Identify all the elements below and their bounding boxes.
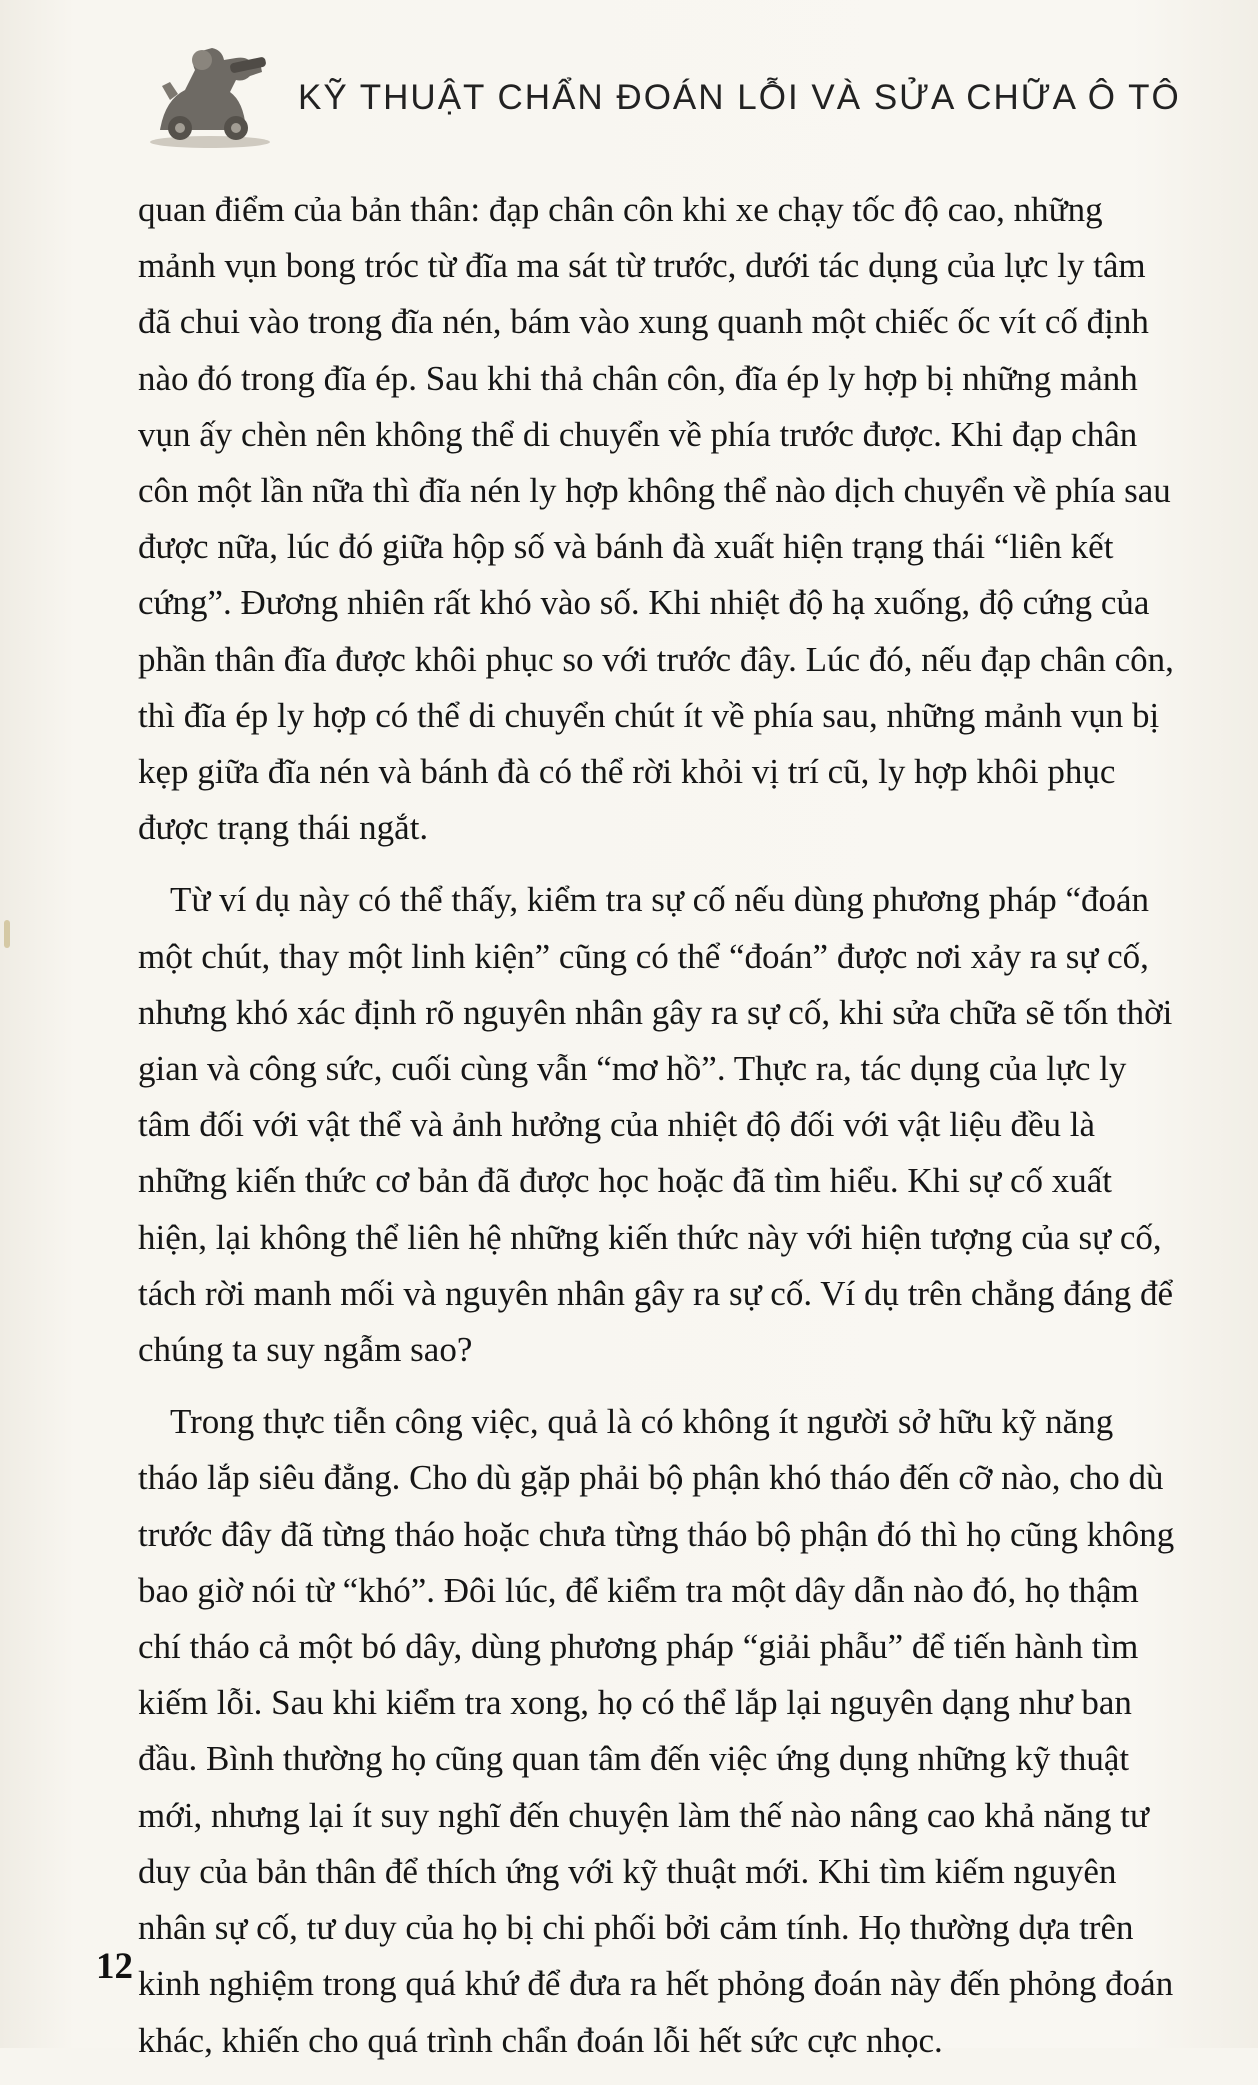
mechanic-wrench-icon bbox=[140, 30, 280, 150]
margin-mark bbox=[4, 920, 10, 948]
paragraph: quan điểm của bản thân: đạp chân côn khi xe chạy tốc độ cao, những mảnh vụn bong tróc từ đĩa ma sát từ trước, dưới tác dụng của lực ly tâm đã chui vào trong đĩa nén, bám vào xung quanh một chiếc ốc vít cố định nào đó trong đĩa ép. Sau khi thả chân côn, đĩa ép ly hợp bị những mảnh vụn ấy chèn nên không thể di chuyển về phía trước được. Khi đạp chân côn một lần nữa thì đĩa nén ly hợp không thể nào dịch chuyển về phía sau được nữa, lúc đó giữa hộp số và bánh đà xuất hiện trạng thái “liên kết cứng”. Đương nhiên rất khó vào số. Khi nhiệt độ hạ xuống, độ cứng của phần thân đĩa được khôi phục so với trước đây. Lúc đó, nếu đạp chân côn, thì đĩa ép ly hợp có thể di chuyển chút ít về phía sau, những mảnh vụn bị kẹp giữa đĩa nén và bánh đà có thể rời khỏi vị trí cũ, ly hợp khôi phục được trạng thái ngắt. bbox=[138, 190, 1174, 848]
paragraph: Từ ví dụ này có thể thấy, kiểm tra sự cố nếu dùng phương pháp “đoán một chút, thay một linh kiện” cũng có thể “đoán” được nơi xảy ra sự cố, nhưng khó xác định rõ nguyên nhân gây ra sự cố, khi sửa chữa sẽ tốn thời gian và công sức, cuối cùng vẫn “mơ hồ”. Thực ra, tác dụng của lực ly tâm đối với vật thể và ảnh hưởng của nhiệt độ đối với vật liệu đều là những kiến thức cơ bản đã được học hoặc đã tìm hiểu. Khi sự cố xuất hiện, lại không thể liên hệ những kiến thức này với hiện tượng của sự cố, tách rời manh mối và nguyên nhân gây ra sự cố. Ví dụ trên chẳng đáng để chúng ta suy ngẫm sao? bbox=[138, 880, 1174, 1370]
running-title: KỸ THUẬT CHẨN ĐOÁN LỖI VÀ SỬA CHỮA Ô TÔ bbox=[298, 78, 1181, 117]
body-text bbox=[138, 182, 1178, 2085]
page-number: 12 bbox=[96, 1946, 133, 1987]
page-header bbox=[140, 30, 1181, 150]
paragraph: Trong thực tiễn công việc, quả là có không ít người sở hữu kỹ năng tháo lắp siêu đẳng. Cho dù gặp phải bộ phận khó tháo đến cỡ nào, cho dù trước đây đã từng tháo hoặc chưa từng tháo bộ phận đó thì họ cũng không bao giờ nói từ “khó”. Đôi lúc, để kiểm tra một dây dẫn nào đó, họ thậm chí tháo cả một bó dây, dùng phương pháp “giải phẫu” để tiến hành tìm kiếm lỗi. Sau khi kiểm tra xong, họ có thể lắp lại nguyên dạng như ban đầu. Bình thường họ cũng quan tâm đến việc ứng dụng những kỹ thuật mới, nhưng lại ít suy nghĩ đến chuyện làm thế nào nâng cao khả năng tư duy của bản thân để thích ứng với kỹ thuật mới. Khi tìm kiếm nguyên nhân sự cố, tư duy của họ bị chi phối bởi cảm tính. Họ thường dựa trên kinh nghiệm trong quá khứ để đưa ra hết phỏng đoán này đến phỏng đoán khác, khiến cho quá trình chẩn đoán lỗi hết sức cực nhọc. bbox=[138, 1402, 1175, 2060]
